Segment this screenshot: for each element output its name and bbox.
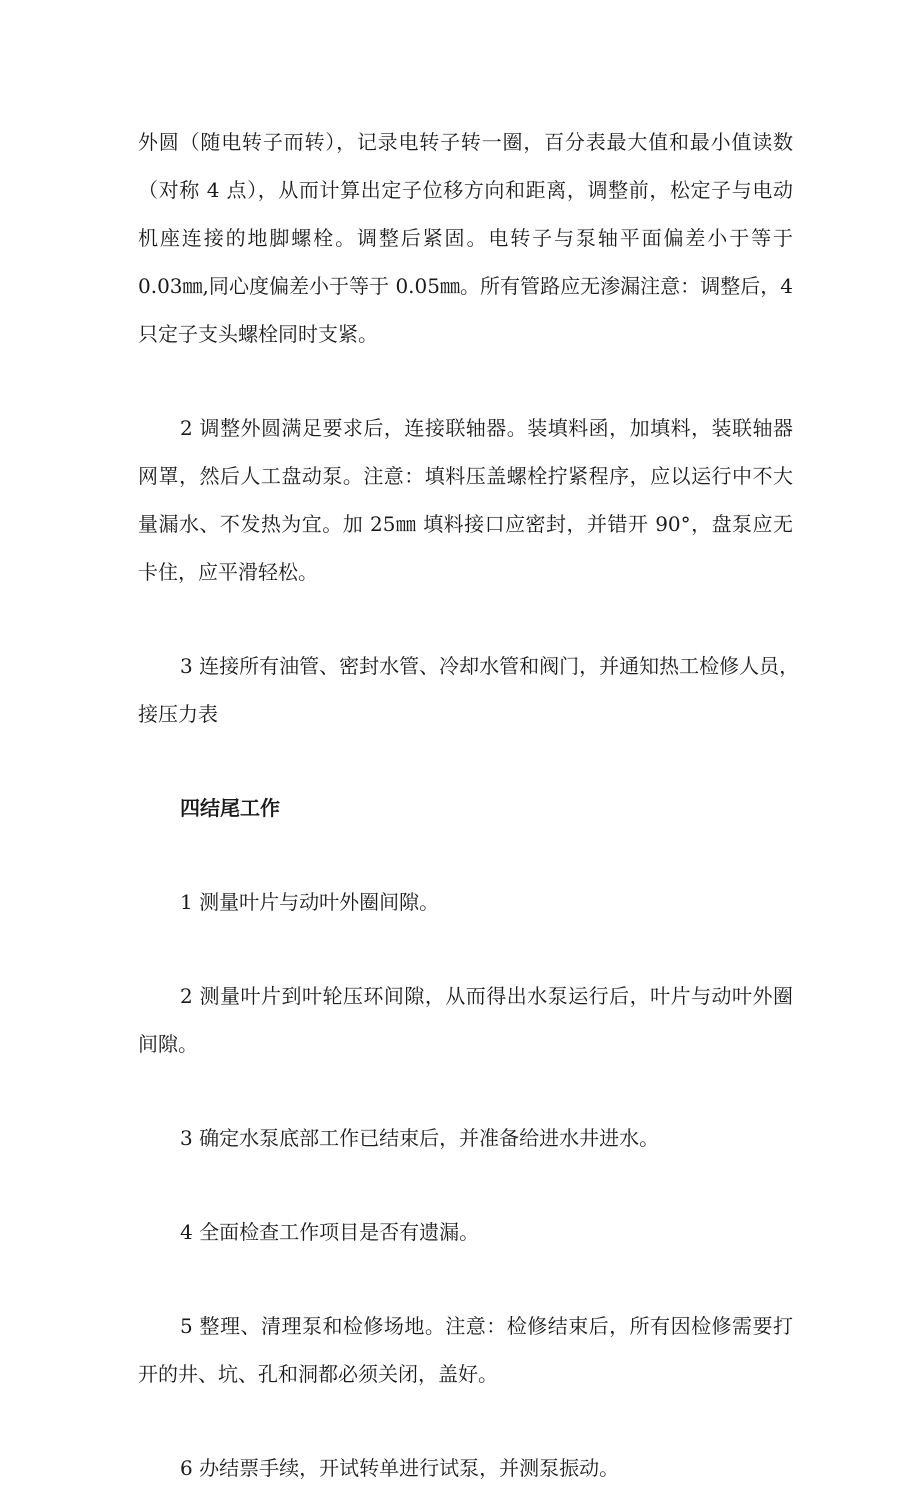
paragraph-coupling-step	[138, 404, 793, 596]
text-line: 卡住，应平滑轻松。	[138, 560, 318, 584]
list-item: 3 确定水泵底部工作已结束后，并准备给进水井进水。	[180, 1126, 660, 1150]
list-item: 1 测量叶片与动叶外圈间隙。	[180, 890, 440, 914]
text-line: 2 测量叶片到叶轮压环间隙，从而得出水泵运行后，叶片与动叶外圈	[180, 984, 793, 1008]
text-line: 网罩，然后人工盘动泵。注意：填料压盖螺栓拧紧程序，应以运行中不大	[138, 464, 793, 488]
text-line: 0.03㎜,同心度偏差小于等于 0.05㎜。所有管路应无渗漏注意：调整后，4	[138, 274, 793, 298]
text-line: 机座连接的地脚螺栓。调整后紧固。电转子与泵轴平面偏差小于等于	[138, 226, 793, 250]
paragraph-alignment-procedure	[138, 118, 793, 358]
text-line: 5 整理、清理泵和检修场地。注意：检修结束后，所有因检修需要打	[180, 1314, 793, 1338]
list-item: 6 办结票手续，开试转单进行试泵，并测泵振动。	[180, 1456, 620, 1480]
text-line: （对称 4 点），从而计算出定子位移方向和距离，调整前，松定子与电动	[138, 178, 793, 202]
text-line: 2 调整外圆满足要求后，连接联轴器。装填料函，加填料，装联轴器	[180, 416, 793, 440]
text-line: 间隙。	[138, 1032, 198, 1056]
text-line: 量漏水、不发热为宜。加 25㎜ 填料接口应密封，并错开 90°，盘泵应无	[138, 512, 793, 536]
section-heading: 四结尾工作	[180, 796, 280, 820]
list-item: 4 全面检查工作项目是否有遗漏。	[180, 1220, 480, 1244]
document-page	[138, 118, 800, 1492]
text-line: 只定子支头螺栓同时支紧。	[138, 322, 378, 346]
text-line: 3 连接所有油管、密封水管、冷却水管和阀门，并通知热工检修人员，	[180, 654, 800, 678]
paragraph-connection-step	[138, 642, 800, 738]
text-line: 外圆（随电转子而转），记录电转子转一圈，百分表最大值和最小值读数	[138, 130, 793, 154]
list-item	[138, 1302, 793, 1398]
list-item	[138, 972, 793, 1068]
text-line: 开的井、坑、孔和洞都必须关闭，盖好。	[138, 1362, 498, 1386]
text-line: 接压力表	[138, 702, 218, 726]
